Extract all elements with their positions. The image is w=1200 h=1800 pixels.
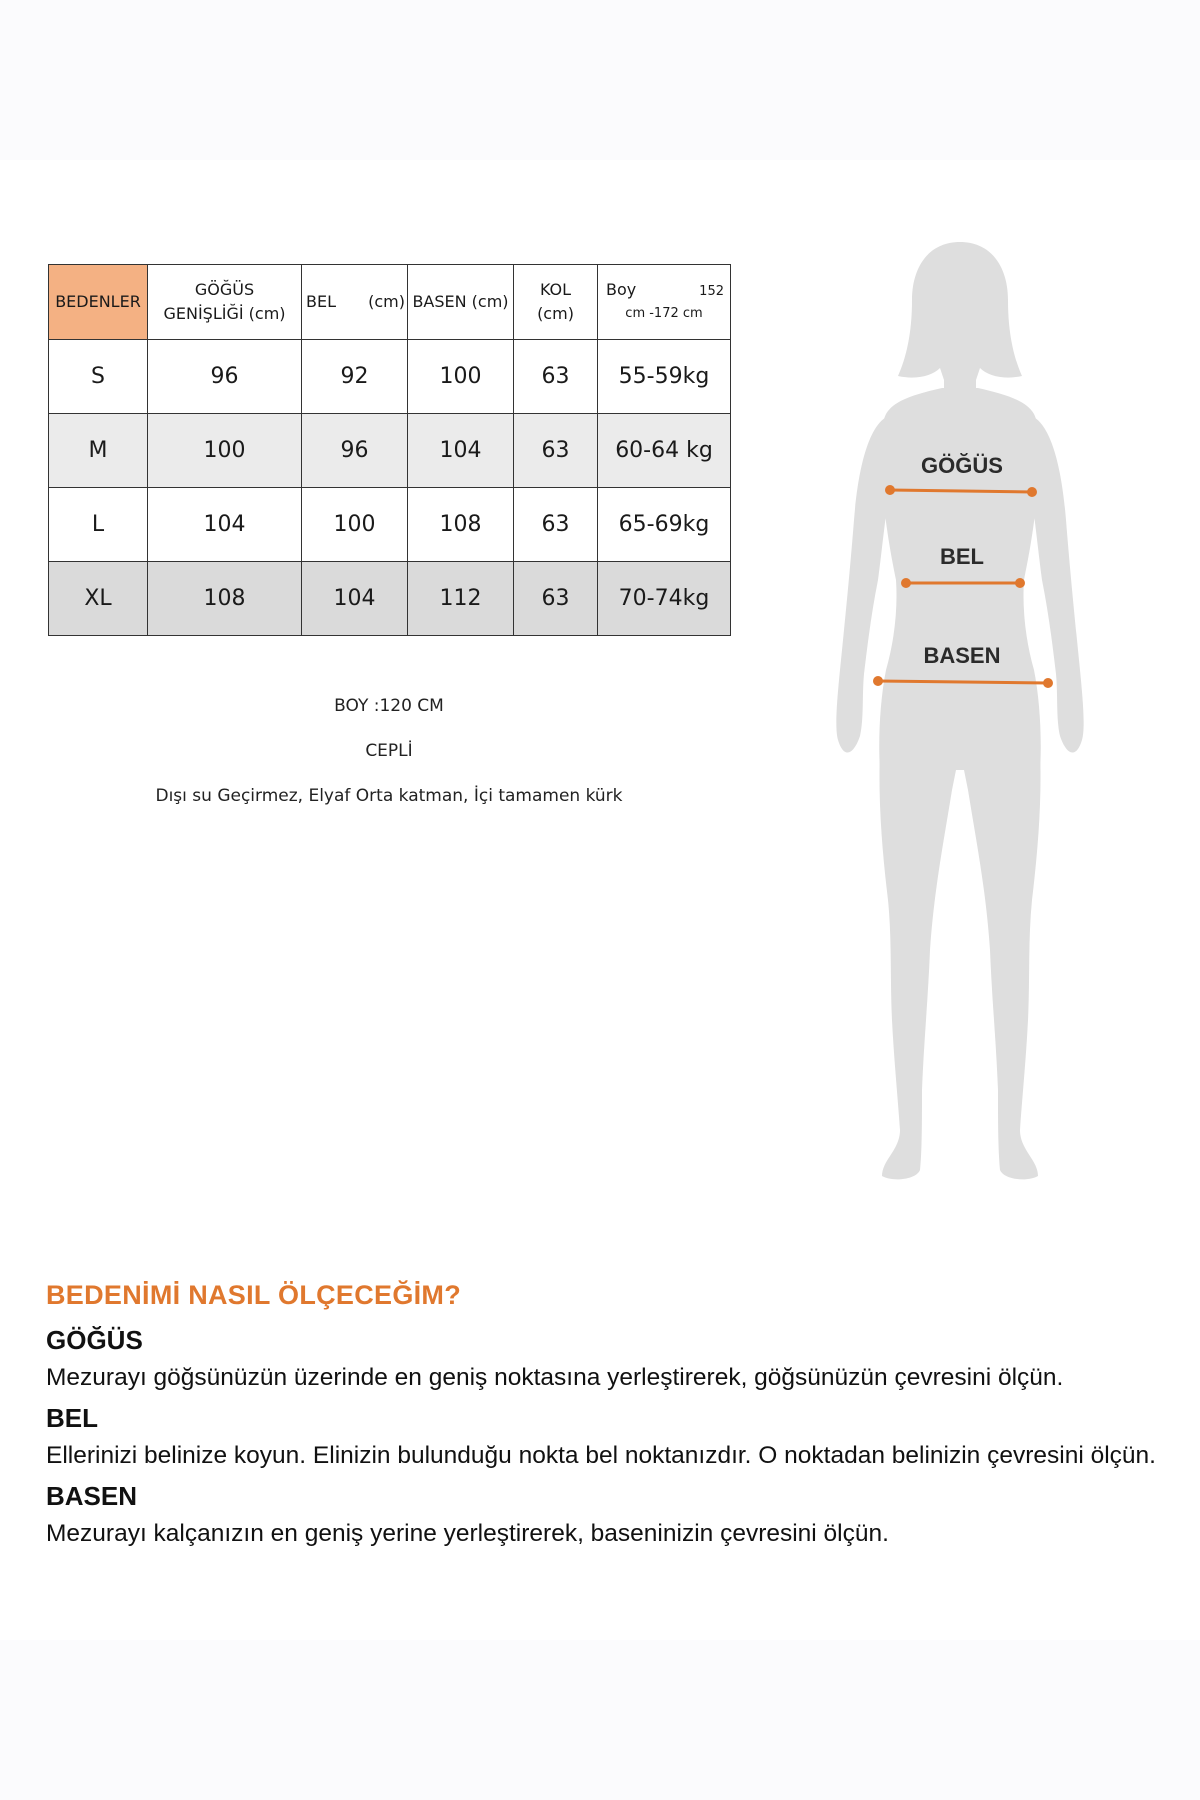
waist-cell: 92 (302, 340, 408, 414)
chest-cell: 104 (148, 488, 302, 562)
sleeve-cell: 63 (514, 488, 598, 562)
note-length: BOY :120 CM (334, 696, 444, 716)
chest-cell: 100 (148, 414, 302, 488)
sleeve-cell: 63 (514, 414, 598, 488)
weight-cell: 70-74kg (598, 562, 731, 636)
guide-heading-hips: BASEN (46, 1481, 138, 1511)
hips-cell: 112 (408, 562, 514, 636)
waist-line-dot-left (903, 580, 910, 587)
waist-cell: 96 (302, 414, 408, 488)
sleeve-cell: 63 (514, 340, 598, 414)
body-measurement-figure (820, 230, 1100, 1190)
note-pockets: CEPLİ (365, 741, 413, 761)
hips-cell: 104 (408, 414, 514, 488)
label-chest: GÖĞÜS (921, 453, 1003, 478)
weight-cell: 60-64 kg (598, 414, 731, 488)
hips-cell: 108 (408, 488, 514, 562)
chest-line-dot-right (1029, 489, 1036, 496)
header-hips: BASEN (cm) (408, 265, 514, 340)
waist-cell: 100 (302, 488, 408, 562)
header-chest-width: GÖĞÜS GENİŞLİĞİ (cm) (148, 265, 302, 340)
hips-cell: 100 (408, 340, 514, 414)
body-silhouette-svg (820, 230, 1100, 1190)
guide-text-hips: Mezurayı kalçanızın en geniş yerine yerleştirerek, baseninizin çevresini ölçün. (46, 1520, 889, 1547)
hips-measure-line (878, 681, 1048, 683)
guide-heading-waist: BEL (46, 1403, 98, 1433)
measurement-guide (46, 1280, 1156, 1559)
label-hips: BASEN (923, 643, 1001, 668)
bottom-background-band (0, 1640, 1200, 1800)
chest-cell: 108 (148, 562, 302, 636)
top-background-band (0, 0, 1200, 160)
waist-cell: 104 (302, 562, 408, 636)
woman-silhouette-icon (836, 242, 1083, 1179)
table-row (49, 340, 731, 414)
guide-text-chest: Mezurayı göğsünüzün üzerinde en geniş noktasına yerleştirerek, göğsünüzün çevresini ölçün. (46, 1364, 1064, 1391)
hips-line-dot-right (1045, 680, 1052, 687)
sleeve-cell: 63 (514, 562, 598, 636)
size-chart-table (48, 264, 731, 636)
table-row (49, 414, 731, 488)
table-row (49, 562, 731, 636)
hips-line-dot-left (875, 678, 882, 685)
guide-text-waist: Ellerinizi belinize koyun. Elinizin bulunduğu nokta bel noktanızdır. O noktadan belinizin çevresini ölçün. (46, 1442, 1156, 1469)
size-cell: M (49, 414, 148, 488)
weight-cell: 55-59kg (598, 340, 731, 414)
size-cell: S (49, 340, 148, 414)
header-sizes: BEDENLER (49, 265, 148, 340)
header-waist: BEL (cm) (302, 265, 408, 340)
chest-cell: 96 (148, 340, 302, 414)
header-sleeve: KOL (cm) (514, 265, 598, 340)
header-height-weight: Boy 152 cm -172 cm (598, 265, 731, 340)
size-cell: L (49, 488, 148, 562)
guide-heading-chest: GÖĞÜS (46, 1325, 143, 1355)
table-row (49, 488, 731, 562)
size-cell: XL (49, 562, 148, 636)
chest-line-dot-left (887, 487, 894, 494)
note-material: Dışı su Geçirmez, Elyaf Orta katman, İçi tamamen kürk (155, 786, 623, 806)
chest-measure-line (890, 490, 1032, 492)
weight-cell: 65-69kg (598, 488, 731, 562)
label-waist: BEL (940, 544, 984, 569)
guide-title: BEDENİMİ NASIL ÖLÇECEĞİM? (46, 1280, 462, 1310)
table-header-row (49, 265, 731, 340)
waist-line-dot-right (1017, 580, 1024, 587)
